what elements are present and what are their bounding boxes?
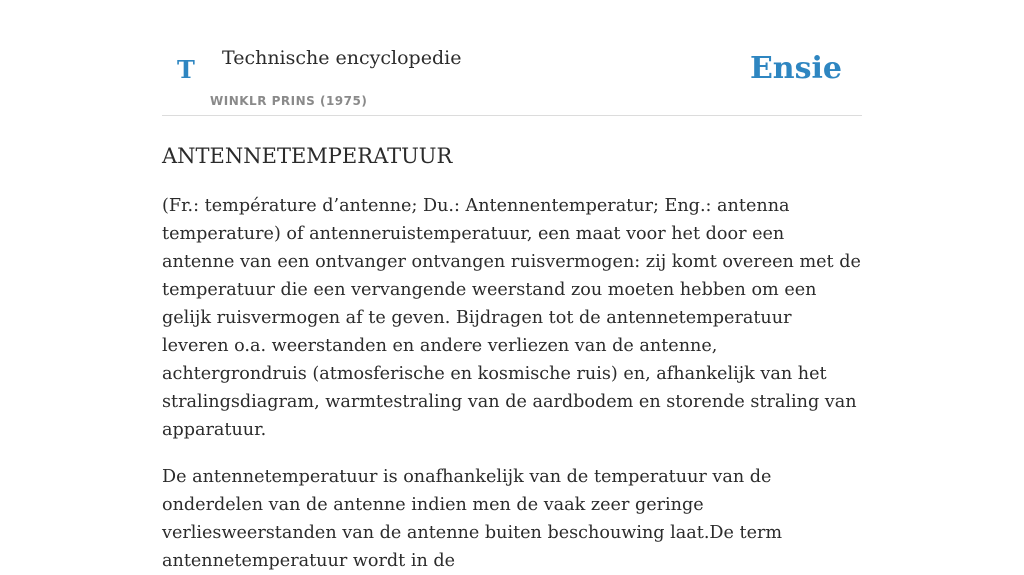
brand-logo[interactable]: Ensie	[749, 51, 842, 86]
header	[162, 0, 862, 116]
entry-paragraph: (Fr.: température d’antenne; Du.: Antennentemperatur; Eng.: antenna temperature) of antenneruistemperatuur, een maat voor het door een antenne van een ontvanger ontvangen ruisvermogen: zij komt overeen met de temperatuur die een vervangende weerstand zou moeten hebben om een gelijk ruisvermogen af te geven. Bijdragen tot de antennetemperatuur leveren o.a. weerstanden en andere verliezen van de antenne, achtergrondruis (atmosferische en kosmische ruis) en, afhankelijk van het stralingsdiagram, warmtestraling van de aardbodem en storende straling van apparatuur.	[162, 196, 861, 440]
book-subtitle: WINKLR PRINS (1975)	[210, 94, 368, 108]
book-title[interactable]: Technische encyclopedie	[222, 47, 462, 69]
entry-title: ANTENNETEMPERATUUR	[162, 144, 453, 168]
page	[162, 0, 862, 571]
entry-paragraph: De antennetemperatuur is onafhankelijk van de temperatuur van de onderdelen van de antenne indien men de vaak zeer geringe verliesweerstanden van de antenne buiten beschouwing laat.De term antennetemperatuur wordt in de	[162, 467, 783, 571]
book-logo-icon[interactable]: T	[177, 55, 195, 84]
